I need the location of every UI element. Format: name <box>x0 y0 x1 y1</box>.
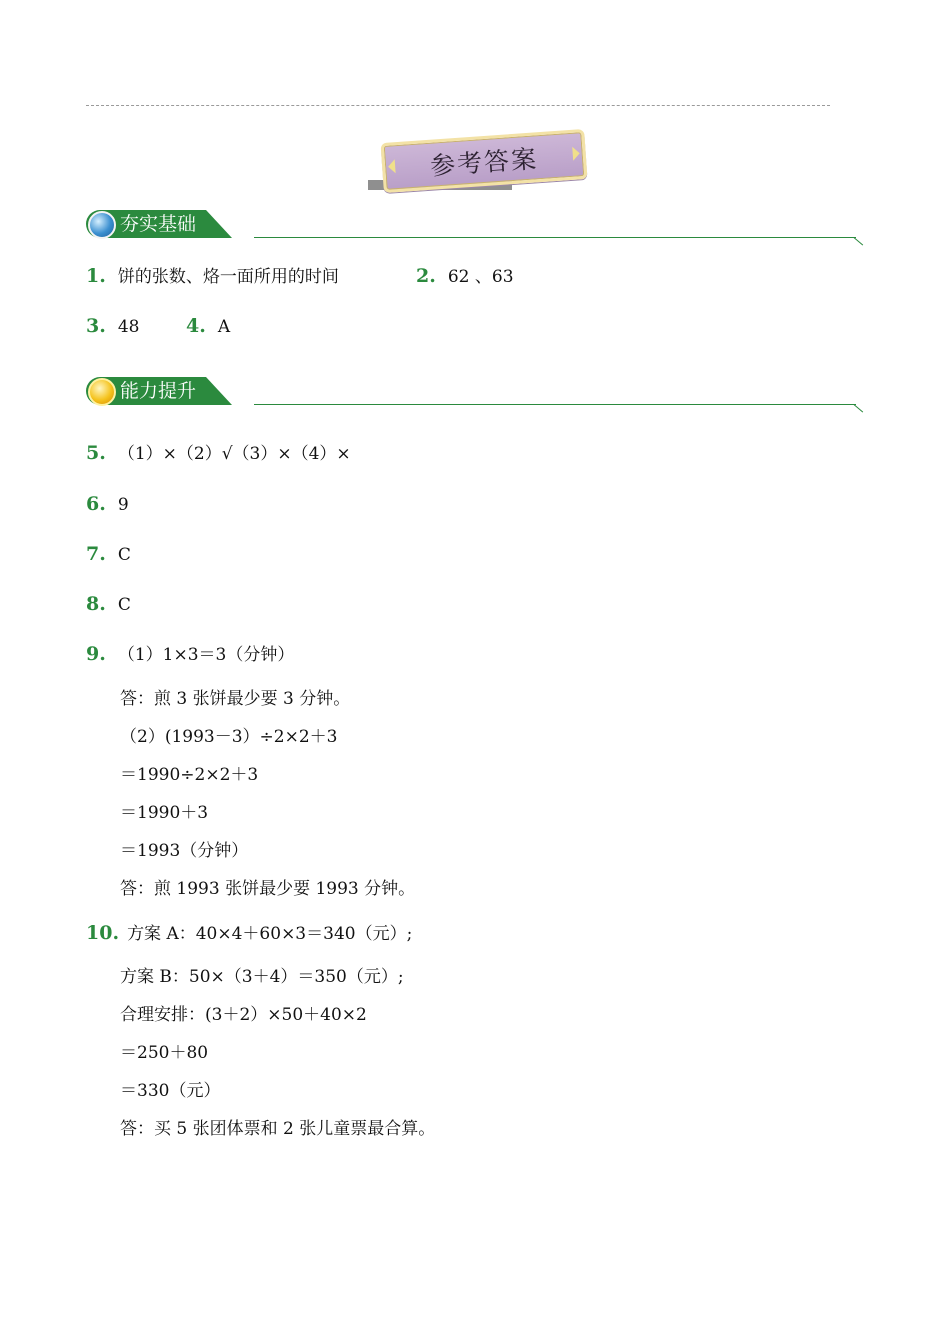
banner-badge <box>381 129 588 193</box>
answer-9-line: ＝1990＋3 <box>120 803 209 823</box>
globe-icon <box>88 211 116 239</box>
answer-number: 2. <box>416 265 436 287</box>
answer-5 <box>86 442 351 465</box>
answer-9-line: 答：煎 3 张饼最少要 3 分钟。 <box>120 689 351 709</box>
answer-9-line: 答：煎 1993 张饼最少要 1993 分钟。 <box>120 879 416 899</box>
answer-text: 饼的张数、烙一面所用的时间 <box>117 267 339 287</box>
answer-key-banner <box>366 126 586 194</box>
banner-left-tip <box>388 159 396 173</box>
answer-9-line: ＝1990÷2×2＋3 <box>120 765 259 785</box>
page-title: 参考答案 <box>429 144 539 181</box>
answer-number: 9. <box>86 643 106 665</box>
answer-10-line: 方案 B：50×（3＋4）＝350（元）; <box>120 967 404 987</box>
section-header-basic <box>86 210 866 250</box>
section-rule <box>254 237 856 238</box>
answer-2 <box>416 265 514 288</box>
answer-text: C <box>117 545 131 565</box>
answer-9-line: （2）(1993－3）÷2×2＋3 <box>120 727 338 747</box>
answer-text: A <box>217 317 231 337</box>
answer-10-line: 答：买 5 张团体票和 2 张儿童票最合算。 <box>120 1119 436 1139</box>
answer-text: （1）1×3＝3（分钟） <box>117 645 295 665</box>
answer-6 <box>86 493 129 516</box>
answer-10-line: 合理安排：(3＋2）×50＋40×2 <box>120 1005 367 1025</box>
section-title: 夯实基础 <box>120 213 197 235</box>
answer-text: （1）×（2）√（3）×（4）× <box>117 444 351 464</box>
answer-text: 62 、63 <box>447 267 514 287</box>
answer-10-line: ＝250＋80 <box>120 1043 209 1063</box>
answer-10-line: ＝330（元） <box>120 1081 221 1101</box>
answer-9 <box>86 643 294 666</box>
section-rule <box>254 404 856 405</box>
lightbulb-icon <box>88 378 116 406</box>
answer-number: 5. <box>86 442 106 464</box>
answer-10 <box>86 922 412 945</box>
answer-number: 3. <box>86 315 106 337</box>
answer-3 <box>86 315 139 338</box>
answer-number: 7. <box>86 543 106 565</box>
answer-1 <box>86 265 339 288</box>
answer-7 <box>86 543 131 566</box>
section-header-advanced <box>86 377 866 417</box>
banner-right-tip <box>572 146 580 160</box>
answer-text: C <box>117 595 131 615</box>
answer-text: 9 <box>117 495 129 515</box>
section-title: 能力提升 <box>120 380 197 402</box>
section-rule-end <box>847 237 863 253</box>
section-rule-end <box>847 404 863 420</box>
answer-4 <box>186 315 230 338</box>
answer-number: 8. <box>86 593 106 615</box>
answer-number: 6. <box>86 493 106 515</box>
answer-8 <box>86 593 131 616</box>
answer-text: 方案 A：40×4＋60×3＝340（元）; <box>127 924 413 944</box>
answer-number: 4. <box>186 315 206 337</box>
answer-number: 10. <box>86 922 120 944</box>
answer-9-line: ＝1993（分钟） <box>120 841 249 861</box>
answer-number: 1. <box>86 265 106 287</box>
answer-text: 48 <box>117 317 140 337</box>
header-dashed-divider <box>86 105 830 106</box>
